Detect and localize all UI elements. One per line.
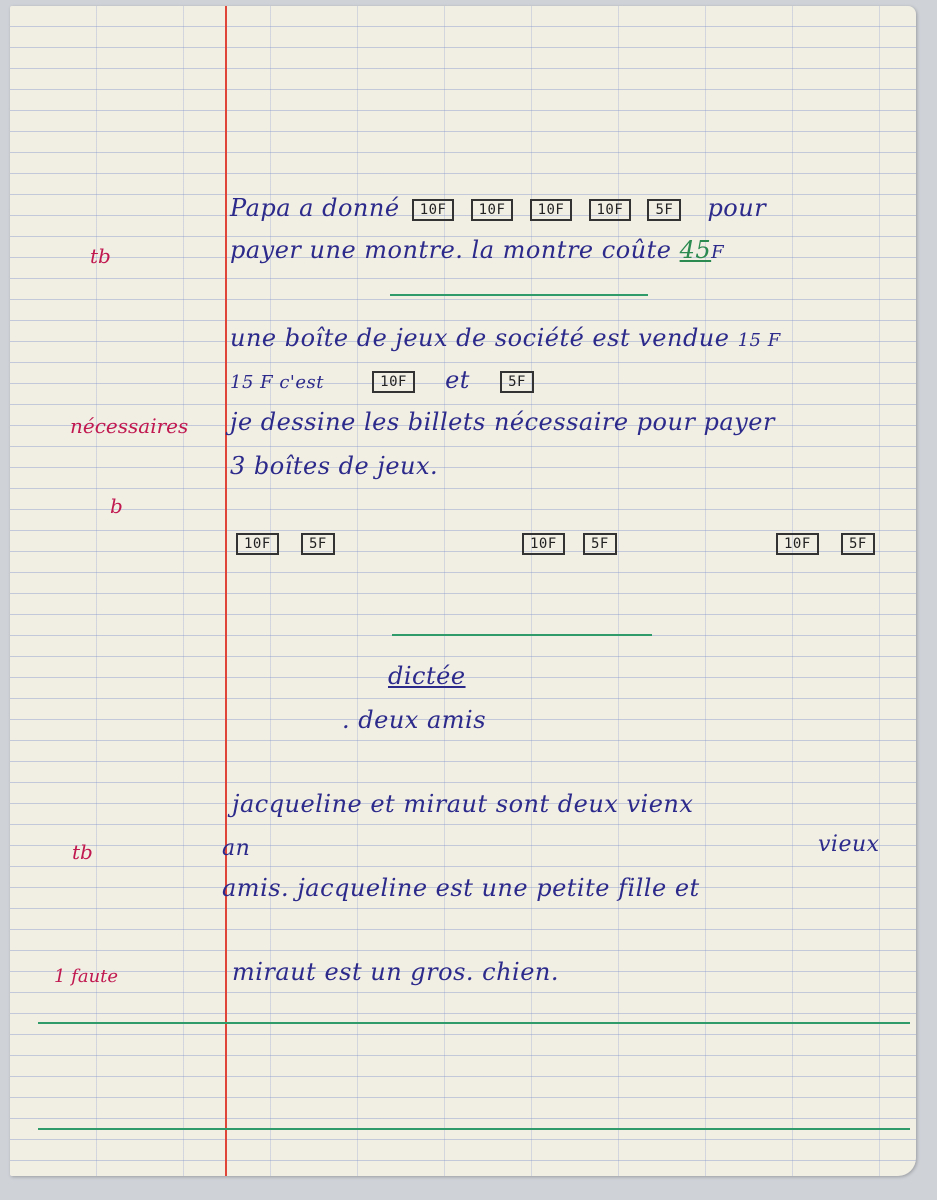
margin-line (225, 6, 227, 1176)
bill-group-2 (518, 528, 621, 556)
bill-group-3 (772, 528, 879, 556)
bill-10f: 10F (372, 371, 415, 393)
exercise1-line1-text: Papa a donné (230, 194, 400, 222)
exercise2-line2 (230, 366, 538, 394)
bill-5f: 5F (841, 533, 875, 555)
price-value: 45 (679, 236, 712, 264)
dictation-correction-an: an (222, 836, 251, 861)
exercise2-line2-prefix: 15 F c'est (230, 372, 324, 393)
exercise1-line1 (230, 194, 766, 222)
bill-10f: 10F (236, 533, 279, 555)
bill-10f: 10F (412, 199, 455, 221)
bill-10f: 10F (522, 533, 565, 555)
exercise2-line2-and: et (445, 366, 470, 394)
bill-5f: 5F (647, 199, 681, 221)
dictation-subtitle: . deux amis (342, 706, 487, 734)
margin-note-tb: tb (72, 840, 93, 864)
dictation-title: dictée (388, 662, 466, 690)
margin-note-faute: 1 faute (54, 966, 119, 987)
bill-10f: 10F (530, 199, 573, 221)
margin-note-necessaires: nécessaires (70, 414, 189, 438)
exercise2-line1-text: une boîte de jeux de société est vendue (230, 324, 730, 352)
dictation-line3: miraut est un gros. chien. (232, 958, 560, 986)
exercise1-line1-end: pour (707, 194, 767, 222)
exercise2-line1-price: 15 F (737, 330, 781, 351)
price-unit: F (711, 242, 725, 263)
separator-rule (390, 294, 648, 296)
bill-10f: 10F (589, 199, 632, 221)
margin-note-b: b (110, 494, 123, 518)
bottom-rule (38, 1128, 910, 1130)
bill-group-1 (232, 528, 339, 556)
separator-rule (392, 634, 652, 636)
margin-note-tb: tb (90, 244, 111, 268)
exercise2-line3: je dessine les billets nécessaire pour payer (230, 408, 775, 436)
bill-5f: 5F (301, 533, 335, 555)
dictation-correction-vieux: vieux (818, 832, 880, 857)
dictation-line2: amis. jacqueline est une petite fille et (222, 874, 700, 902)
bill-10f: 10F (471, 199, 514, 221)
bill-5f: 5F (583, 533, 617, 555)
exercise2-line1 (230, 324, 781, 352)
bill-5f: 5F (500, 371, 534, 393)
exercise2-line4: 3 boîtes de jeux. (230, 452, 439, 480)
exercise1-line2-text: payer une montre. la montre coûte (230, 236, 672, 264)
dictation-line1: jacqueline et miraut sont deux vienx (232, 790, 694, 818)
notebook-page (10, 6, 916, 1176)
exercise1-line2 (230, 236, 724, 264)
bill-10f: 10F (776, 533, 819, 555)
bottom-rule (38, 1022, 910, 1024)
